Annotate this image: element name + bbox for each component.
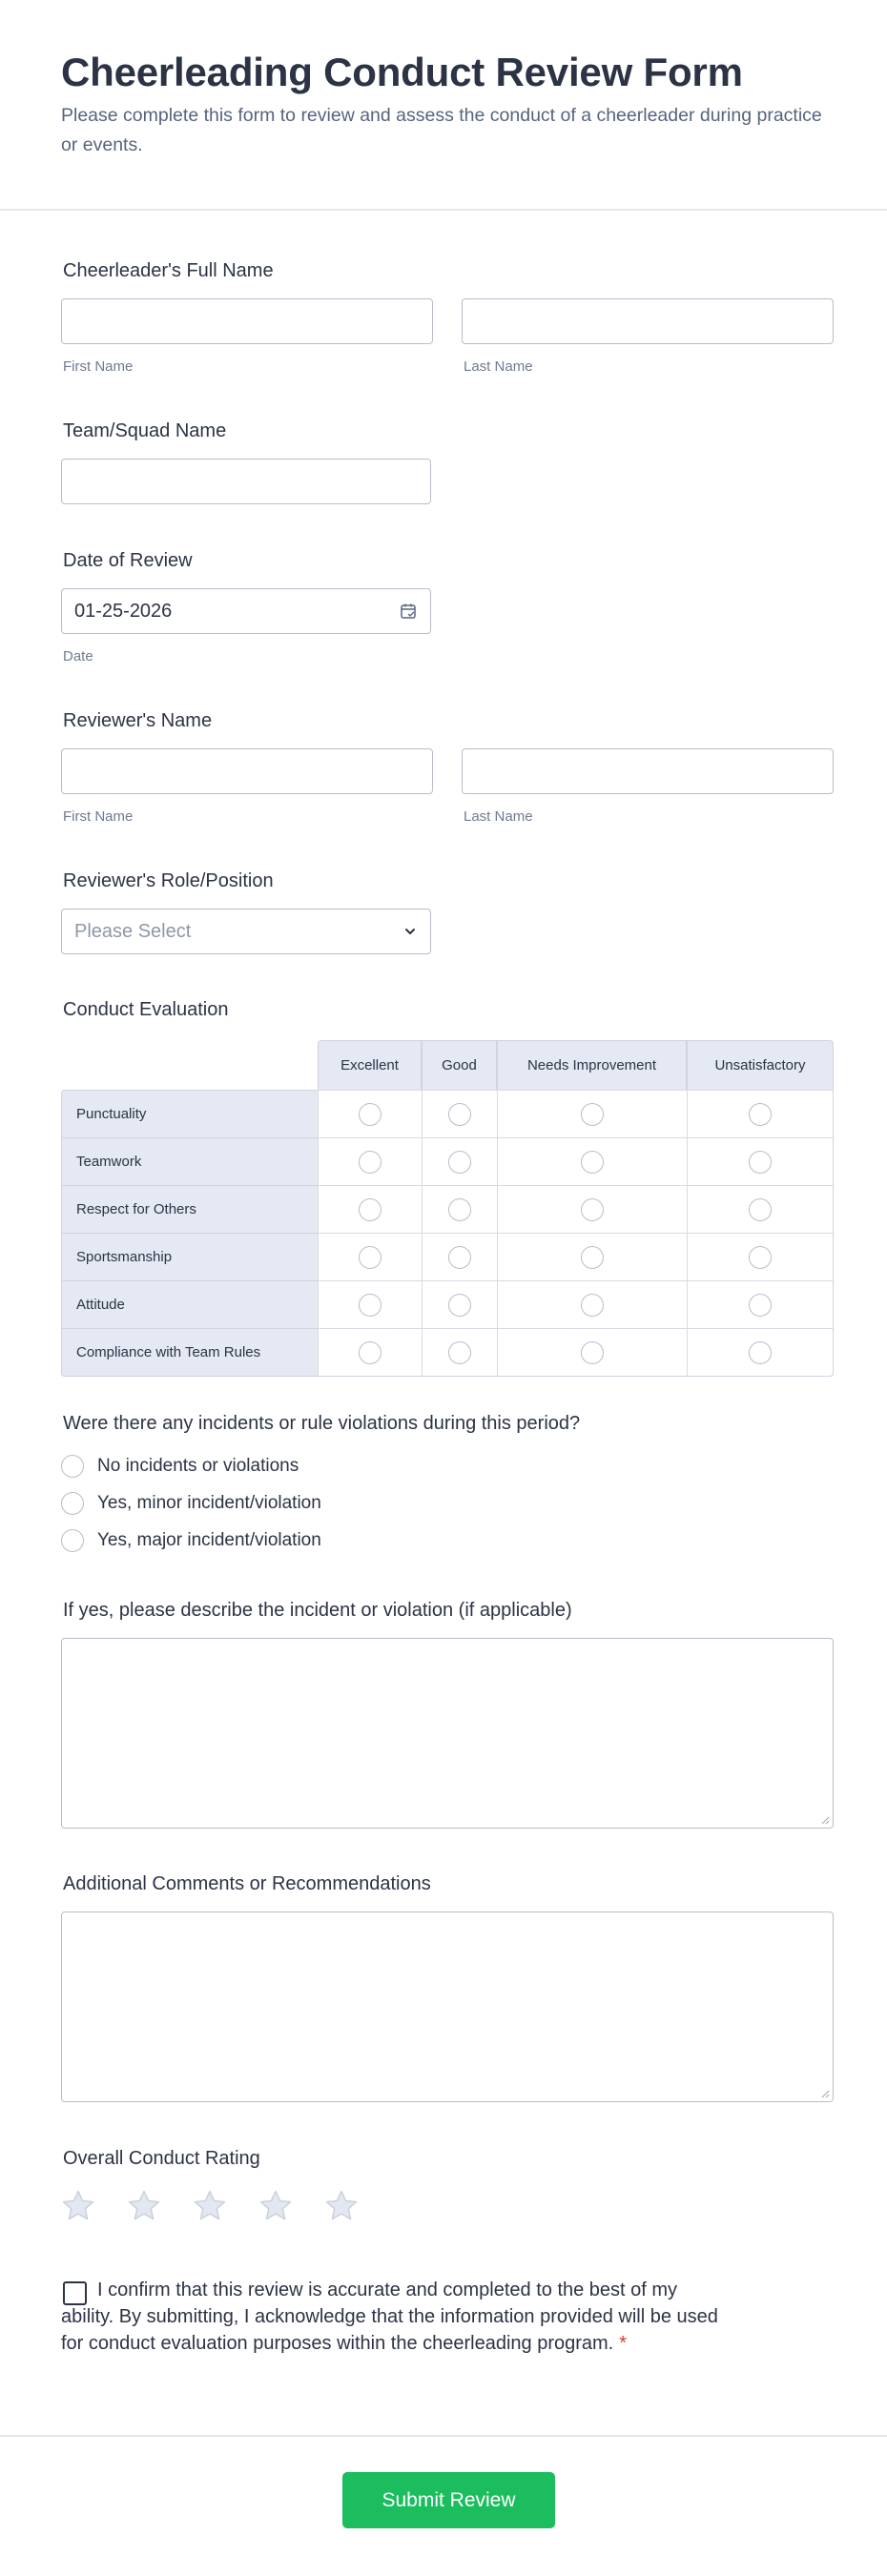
matrix-cell: [422, 1280, 497, 1328]
page-subtitle: Please complete this form to review and assess the conduct of a cheerleader during practice or events.: [61, 105, 822, 155]
matrix-cell: [318, 1185, 422, 1233]
incident-option-label: Yes, major incident/violation: [97, 1530, 321, 1550]
star-icon[interactable]: [60, 2188, 96, 2224]
matrix-radio-button[interactable]: [448, 1294, 471, 1317]
matrix-cell: [318, 1090, 422, 1137]
matrix-cell: [497, 1328, 687, 1377]
matrix-column-header: Good: [422, 1040, 497, 1090]
cheerleader-last-name-input[interactable]: [462, 298, 834, 344]
matrix-column-header: Excellent: [318, 1040, 422, 1090]
cheerleader-first-name-sublabel: First Name: [63, 358, 134, 375]
matrix-radio-button[interactable]: [749, 1341, 772, 1364]
matrix-radio-button[interactable]: [581, 1198, 604, 1221]
matrix-cell: [422, 1090, 497, 1137]
confirm-text: [61, 2277, 729, 2357]
star-icon[interactable]: [192, 2188, 228, 2224]
matrix-cell: [687, 1185, 834, 1233]
matrix-radio-button[interactable]: [359, 1294, 382, 1317]
matrix-radio-button[interactable]: [359, 1151, 382, 1174]
matrix-column-header: Unsatisfactory: [687, 1040, 834, 1090]
cheerleader-last-name-sublabel: Last Name: [464, 358, 533, 375]
matrix-column-header: Needs Improvement: [497, 1040, 687, 1090]
cheerleader-first-name-input[interactable]: [61, 298, 433, 344]
matrix-row-label: Punctuality: [61, 1090, 318, 1137]
matrix-cell: [318, 1137, 422, 1185]
matrix-cell: [687, 1090, 834, 1137]
date-value: 01-25-2026: [74, 601, 173, 622]
matrix-cell: [318, 1233, 422, 1280]
reviewer-role-placeholder: Please Select: [74, 921, 192, 942]
star-icon[interactable]: [258, 2188, 294, 2224]
chevron-down-icon: [403, 925, 417, 938]
matrix-cell: [687, 1280, 834, 1328]
radio-button[interactable]: [61, 1455, 84, 1478]
matrix-cell: [687, 1328, 834, 1377]
matrix-radio-button[interactable]: [359, 1198, 382, 1221]
matrix-radio-button[interactable]: [359, 1246, 382, 1269]
matrix-cell: [497, 1185, 687, 1233]
matrix-radio-button[interactable]: [359, 1103, 382, 1126]
star-icon[interactable]: [323, 2188, 360, 2224]
matrix-cell: [687, 1137, 834, 1185]
matrix-cell: [422, 1328, 497, 1377]
matrix-radio-button[interactable]: [749, 1103, 772, 1126]
incidents-label: Were there any incidents or rule violations during this period?: [63, 1413, 581, 1434]
comments-textarea[interactable]: [61, 1912, 834, 2102]
confirm-label: I confirm that this review is accurate and completed to the best of my ability. By submitting, I acknowledge that the information provided will be used for conduct evaluation purposes within the cheerleading program.: [61, 2280, 718, 2354]
matrix-radio-button[interactable]: [749, 1294, 772, 1317]
matrix-radio-button[interactable]: [581, 1341, 604, 1364]
page-title: Cheerleading Conduct Review Form: [61, 50, 743, 94]
submit-review-button[interactable]: Submit Review: [342, 2472, 555, 2528]
incident-option-none[interactable]: [61, 1454, 299, 1479]
incident-description-label: If yes, please describe the incident or violation (if applicable): [63, 1600, 572, 1621]
matrix-radio-button[interactable]: [581, 1294, 604, 1317]
star-icon[interactable]: [126, 2188, 162, 2224]
incident-option-minor[interactable]: [61, 1491, 321, 1516]
matrix-radio-button[interactable]: [448, 1198, 471, 1221]
matrix-cell: [497, 1090, 687, 1137]
reviewer-role-select[interactable]: [61, 909, 431, 954]
matrix-cell: [318, 1280, 422, 1328]
matrix-radio-button[interactable]: [448, 1246, 471, 1269]
matrix-row-label: Teamwork: [61, 1137, 318, 1185]
rating-label: Overall Conduct Rating: [63, 2148, 260, 2169]
cheerleader-name-label: Cheerleader's Full Name: [63, 260, 274, 281]
matrix-row-label: Sportsmanship: [61, 1233, 318, 1280]
reviewer-name-label: Reviewer's Name: [63, 710, 213, 731]
incident-option-major[interactable]: [61, 1528, 321, 1553]
date-input[interactable]: [61, 588, 431, 634]
matrix-cell: [497, 1233, 687, 1280]
matrix-cell: [687, 1233, 834, 1280]
incident-option-label: Yes, minor incident/violation: [97, 1493, 321, 1513]
matrix-radio-button[interactable]: [581, 1151, 604, 1174]
matrix-radio-button[interactable]: [749, 1198, 772, 1221]
date-sublabel: Date: [63, 648, 93, 664]
matrix-radio-button[interactable]: [448, 1103, 471, 1126]
team-name-label: Team/Squad Name: [63, 420, 227, 441]
conduct-evaluation-label: Conduct Evaluation: [63, 999, 229, 1020]
header-divider: [0, 209, 887, 211]
incident-description-textarea[interactable]: [61, 1638, 834, 1829]
reviewer-last-name-sublabel: Last Name: [464, 808, 533, 825]
required-asterisk: *: [619, 2333, 628, 2354]
reviewer-first-name-input[interactable]: [61, 748, 433, 794]
matrix-radio-button[interactable]: [448, 1341, 471, 1364]
matrix-row-label: Respect for Others: [61, 1185, 318, 1233]
calendar-icon[interactable]: [400, 603, 417, 620]
reviewer-last-name-input[interactable]: [462, 748, 834, 794]
reviewer-first-name-sublabel: First Name: [63, 808, 134, 825]
matrix-cell: [318, 1328, 422, 1377]
matrix-radio-button[interactable]: [749, 1246, 772, 1269]
incident-option-label: No incidents or violations: [97, 1456, 299, 1476]
matrix-radio-button[interactable]: [581, 1103, 604, 1126]
matrix-radio-button[interactable]: [448, 1151, 471, 1174]
matrix-cell: [422, 1233, 497, 1280]
matrix-cell: [422, 1137, 497, 1185]
matrix-row-label: Attitude: [61, 1280, 318, 1328]
matrix-cell: [497, 1137, 687, 1185]
date-label: Date of Review: [63, 550, 193, 571]
matrix-row-label: Compliance with Team Rules: [61, 1328, 318, 1377]
team-name-input[interactable]: [61, 459, 431, 504]
matrix-radio-button[interactable]: [359, 1341, 382, 1364]
matrix-cell: [422, 1185, 497, 1233]
reviewer-role-label: Reviewer's Role/Position: [63, 870, 274, 891]
resize-handle-icon[interactable]: [820, 1815, 830, 1825]
matrix-radio-button[interactable]: [581, 1246, 604, 1269]
resize-handle-icon[interactable]: [820, 2089, 830, 2098]
radio-button[interactable]: [61, 1529, 84, 1552]
matrix-cell: [497, 1280, 687, 1328]
comments-label: Additional Comments or Recommendations: [63, 1873, 431, 1894]
footer-divider: [0, 2435, 887, 2437]
radio-button[interactable]: [61, 1492, 84, 1515]
matrix-radio-button[interactable]: [749, 1151, 772, 1174]
